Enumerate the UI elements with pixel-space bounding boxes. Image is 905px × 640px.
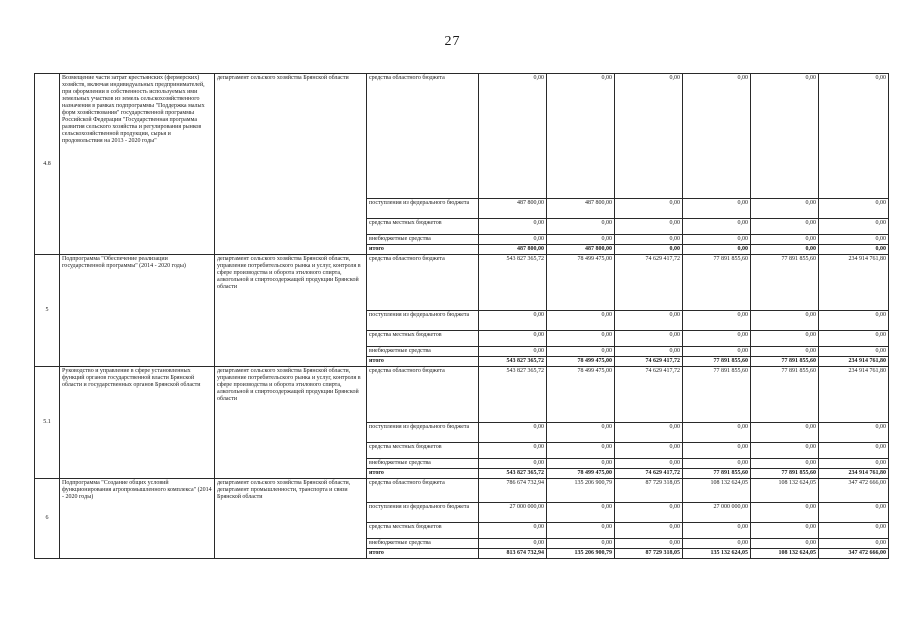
amount-cell: 0,00 bbox=[683, 347, 751, 357]
amount-cell: 543 827 365,72 bbox=[479, 255, 547, 311]
amount-cell: 77 891 855,60 bbox=[683, 255, 751, 311]
executor-cell: департамент сельского хозяйства Брянской области, управление потребительского рынка и услуг, контроля в сфере производства и оборота этилового спирта, алкогольной и спиртосодержащей продукции Брянской области bbox=[215, 255, 367, 367]
funding-source-cell: поступления из федерального бюджета bbox=[367, 199, 479, 219]
row-number-cell: 6 bbox=[35, 479, 60, 559]
funding-source-cell: средства местных бюджетов bbox=[367, 331, 479, 347]
amount-cell: 0,00 bbox=[819, 443, 889, 459]
funding-source-cell: внебюджетные средства bbox=[367, 539, 479, 549]
amount-cell: 0,00 bbox=[683, 459, 751, 469]
amount-cell: 0,00 bbox=[547, 423, 615, 443]
amount-cell: 78 499 475,00 bbox=[547, 255, 615, 311]
amount-cell: 0,00 bbox=[615, 539, 683, 549]
page-number: 27 bbox=[444, 34, 461, 49]
amount-cell: 0,00 bbox=[819, 235, 889, 245]
amount-cell: 0,00 bbox=[479, 459, 547, 469]
amount-cell: 87 729 318,05 bbox=[615, 549, 683, 559]
amount-cell: 347 472 666,00 bbox=[819, 479, 889, 503]
amount-cell: 77 891 855,60 bbox=[683, 357, 751, 367]
amount-cell: 0,00 bbox=[479, 219, 547, 235]
amount-cell: 543 827 365,72 bbox=[479, 469, 547, 479]
amount-cell: 77 891 855,60 bbox=[751, 255, 819, 311]
amount-cell: 487 800,00 bbox=[479, 245, 547, 255]
budget-table bbox=[34, 73, 889, 559]
amount-cell: 0,00 bbox=[479, 311, 547, 331]
amount-cell: 0,00 bbox=[479, 539, 547, 549]
amount-cell: 135 206 900,79 bbox=[547, 549, 615, 559]
row-number-cell: 5.1 bbox=[35, 367, 60, 479]
amount-cell: 135 206 900,79 bbox=[547, 479, 615, 503]
amount-cell: 0,00 bbox=[819, 219, 889, 235]
executor-cell: департамент сельского хозяйства Брянской области, управление потребительского рынка и услуг, контроля в сфере производства и оборота этилового спирта, алкогольной и спиртосодержащей продукции Брянской области bbox=[215, 367, 367, 479]
amount-cell: 487 800,00 bbox=[479, 199, 547, 219]
amount-cell: 108 132 624,05 bbox=[751, 549, 819, 559]
amount-cell: 0,00 bbox=[479, 443, 547, 459]
amount-cell: 0,00 bbox=[819, 503, 889, 523]
amount-cell: 0,00 bbox=[751, 459, 819, 469]
amount-cell: 0,00 bbox=[615, 331, 683, 347]
amount-cell: 108 132 624,05 bbox=[683, 479, 751, 503]
amount-cell: 77 891 855,60 bbox=[751, 367, 819, 423]
amount-cell: 487 800,00 bbox=[547, 245, 615, 255]
funding-source-cell: поступления из федерального бюджета bbox=[367, 423, 479, 443]
amount-cell: 0,00 bbox=[479, 235, 547, 245]
amount-cell: 0,00 bbox=[819, 311, 889, 331]
funding-source-cell: поступления из федерального бюджета bbox=[367, 503, 479, 523]
amount-cell: 0,00 bbox=[547, 347, 615, 357]
amount-cell: 0,00 bbox=[547, 311, 615, 331]
amount-cell: 0,00 bbox=[819, 245, 889, 255]
amount-cell: 0,00 bbox=[751, 311, 819, 331]
amount-cell: 0,00 bbox=[751, 219, 819, 235]
amount-cell: 0,00 bbox=[751, 347, 819, 357]
amount-cell: 0,00 bbox=[751, 443, 819, 459]
amount-cell: 0,00 bbox=[683, 539, 751, 549]
table-row bbox=[35, 74, 889, 199]
amount-cell: 0,00 bbox=[547, 219, 615, 235]
funding-source-cell: итого bbox=[367, 469, 479, 479]
amount-cell: 0,00 bbox=[819, 523, 889, 539]
amount-cell: 0,00 bbox=[547, 503, 615, 523]
amount-cell: 0,00 bbox=[819, 423, 889, 443]
executor-cell: департамент сельского хозяйства Брянской области bbox=[215, 74, 367, 255]
amount-cell: 0,00 bbox=[479, 423, 547, 443]
amount-cell: 0,00 bbox=[751, 331, 819, 347]
funding-source-cell: внебюджетные средства bbox=[367, 235, 479, 245]
amount-cell: 0,00 bbox=[615, 245, 683, 255]
amount-cell: 0,00 bbox=[479, 523, 547, 539]
budget-table-body bbox=[35, 74, 889, 559]
amount-cell: 27 000 000,00 bbox=[683, 503, 751, 523]
funding-source-cell: средства местных бюджетов bbox=[367, 219, 479, 235]
amount-cell: 0,00 bbox=[615, 423, 683, 443]
amount-cell: 74 629 417,72 bbox=[615, 357, 683, 367]
funding-source-cell: средства областного бюджета bbox=[367, 255, 479, 311]
amount-cell: 0,00 bbox=[615, 311, 683, 331]
amount-cell: 0,00 bbox=[751, 199, 819, 219]
amount-cell: 0,00 bbox=[683, 219, 751, 235]
amount-cell: 0,00 bbox=[819, 199, 889, 219]
amount-cell: 0,00 bbox=[547, 331, 615, 347]
table-row bbox=[35, 255, 889, 311]
funding-source-cell: средства областного бюджета bbox=[367, 74, 479, 199]
amount-cell: 0,00 bbox=[683, 74, 751, 199]
amount-cell: 234 914 761,80 bbox=[819, 367, 889, 423]
executor-cell: департамент сельского хозяйства Брянской области, департамент промышленности, транспорта и связи Брянской области bbox=[215, 479, 367, 559]
amount-cell: 0,00 bbox=[683, 245, 751, 255]
amount-cell: 77 891 855,60 bbox=[751, 469, 819, 479]
amount-cell: 0,00 bbox=[683, 331, 751, 347]
funding-source-cell: средства областного бюджета bbox=[367, 367, 479, 423]
amount-cell: 234 914 761,80 bbox=[819, 469, 889, 479]
funding-source-cell: итого bbox=[367, 245, 479, 255]
amount-cell: 0,00 bbox=[615, 199, 683, 219]
amount-cell: 0,00 bbox=[819, 459, 889, 469]
amount-cell: 0,00 bbox=[479, 74, 547, 199]
row-number-cell: 5 bbox=[35, 255, 60, 367]
amount-cell: 0,00 bbox=[683, 523, 751, 539]
program-name-cell: Руководство и управление в сфере установленных функций органов государственной власти Брянской области и государственных органов Брянской области bbox=[60, 367, 215, 479]
amount-cell: 0,00 bbox=[751, 523, 819, 539]
amount-cell: 0,00 bbox=[615, 459, 683, 469]
amount-cell: 87 729 318,05 bbox=[615, 479, 683, 503]
amount-cell: 77 891 855,60 bbox=[683, 367, 751, 423]
amount-cell: 0,00 bbox=[683, 311, 751, 331]
amount-cell: 487 800,00 bbox=[547, 199, 615, 219]
funding-source-cell: итого bbox=[367, 549, 479, 559]
amount-cell: 0,00 bbox=[547, 523, 615, 539]
table-row bbox=[35, 367, 889, 423]
amount-cell: 0,00 bbox=[615, 235, 683, 245]
funding-source-cell: средства местных бюджетов bbox=[367, 523, 479, 539]
funding-source-cell: поступления из федерального бюджета bbox=[367, 311, 479, 331]
amount-cell: 0,00 bbox=[547, 539, 615, 549]
amount-cell: 0,00 bbox=[751, 503, 819, 523]
amount-cell: 78 499 475,00 bbox=[547, 357, 615, 367]
amount-cell: 0,00 bbox=[751, 423, 819, 443]
amount-cell: 78 499 475,00 bbox=[547, 469, 615, 479]
funding-source-cell: внебюджетные средства bbox=[367, 347, 479, 357]
amount-cell: 74 629 417,72 bbox=[615, 367, 683, 423]
amount-cell: 0,00 bbox=[751, 74, 819, 199]
program-name-cell: Возмещение части затрат крестьянских (фермерских) хозяйств, включая индивидуальных предпринимателей, при оформлении в собственность используемых ими земельных участков из земель сельскохозяйственного назначения в рамках подпрограммы "Поддержка малых форм хозяйствования" государственной программы Российской Федерации "Государственная программа развития сельского хозяйства и регулирования рынков сельскохозяйственной продукции, сырья и продовольствия на 2013 - 2020 годы" bbox=[60, 74, 215, 255]
amount-cell: 0,00 bbox=[547, 74, 615, 199]
amount-cell: 27 000 000,00 bbox=[479, 503, 547, 523]
amount-cell: 0,00 bbox=[615, 74, 683, 199]
table-row bbox=[35, 479, 889, 503]
amount-cell: 0,00 bbox=[683, 235, 751, 245]
amount-cell: 135 132 624,05 bbox=[683, 549, 751, 559]
amount-cell: 0,00 bbox=[751, 245, 819, 255]
amount-cell: 234 914 761,80 bbox=[819, 255, 889, 311]
amount-cell: 0,00 bbox=[615, 219, 683, 235]
amount-cell: 0,00 bbox=[819, 74, 889, 199]
amount-cell: 0,00 bbox=[615, 523, 683, 539]
amount-cell: 78 499 475,00 bbox=[547, 367, 615, 423]
amount-cell: 77 891 855,60 bbox=[683, 469, 751, 479]
amount-cell: 0,00 bbox=[547, 235, 615, 245]
amount-cell: 0,00 bbox=[547, 459, 615, 469]
amount-cell: 0,00 bbox=[547, 443, 615, 459]
program-name-cell: Подпрограмма "Создание общих условий функционирования агропромышленного комплекса" (2014 - 2020 годы) bbox=[60, 479, 215, 559]
amount-cell: 0,00 bbox=[615, 443, 683, 459]
funding-source-cell: средства областного бюджета bbox=[367, 479, 479, 503]
amount-cell: 813 674 732,94 bbox=[479, 549, 547, 559]
amount-cell: 77 891 855,60 bbox=[751, 357, 819, 367]
amount-cell: 0,00 bbox=[615, 503, 683, 523]
funding-source-cell: итого bbox=[367, 357, 479, 367]
amount-cell: 0,00 bbox=[683, 423, 751, 443]
amount-cell: 0,00 bbox=[615, 347, 683, 357]
amount-cell: 0,00 bbox=[683, 443, 751, 459]
row-number-cell: 4.8 bbox=[35, 74, 60, 255]
program-name-cell: Подпрограмма "Обеспечение реализации государственной программы" (2014 - 2020 годы) bbox=[60, 255, 215, 367]
amount-cell: 543 827 365,72 bbox=[479, 357, 547, 367]
amount-cell: 0,00 bbox=[819, 347, 889, 357]
amount-cell: 786 674 732,94 bbox=[479, 479, 547, 503]
amount-cell: 74 629 417,72 bbox=[615, 469, 683, 479]
amount-cell: 0,00 bbox=[479, 347, 547, 357]
amount-cell: 0,00 bbox=[479, 331, 547, 347]
amount-cell: 347 472 666,00 bbox=[819, 549, 889, 559]
amount-cell: 108 132 624,05 bbox=[751, 479, 819, 503]
amount-cell: 0,00 bbox=[819, 331, 889, 347]
funding-source-cell: внебюджетные средства bbox=[367, 459, 479, 469]
funding-source-cell: средства местных бюджетов bbox=[367, 443, 479, 459]
amount-cell: 543 827 365,72 bbox=[479, 367, 547, 423]
amount-cell: 0,00 bbox=[683, 199, 751, 219]
amount-cell: 234 914 761,80 bbox=[819, 357, 889, 367]
amount-cell: 0,00 bbox=[819, 539, 889, 549]
amount-cell: 0,00 bbox=[751, 235, 819, 245]
amount-cell: 74 629 417,72 bbox=[615, 255, 683, 311]
amount-cell: 0,00 bbox=[751, 539, 819, 549]
